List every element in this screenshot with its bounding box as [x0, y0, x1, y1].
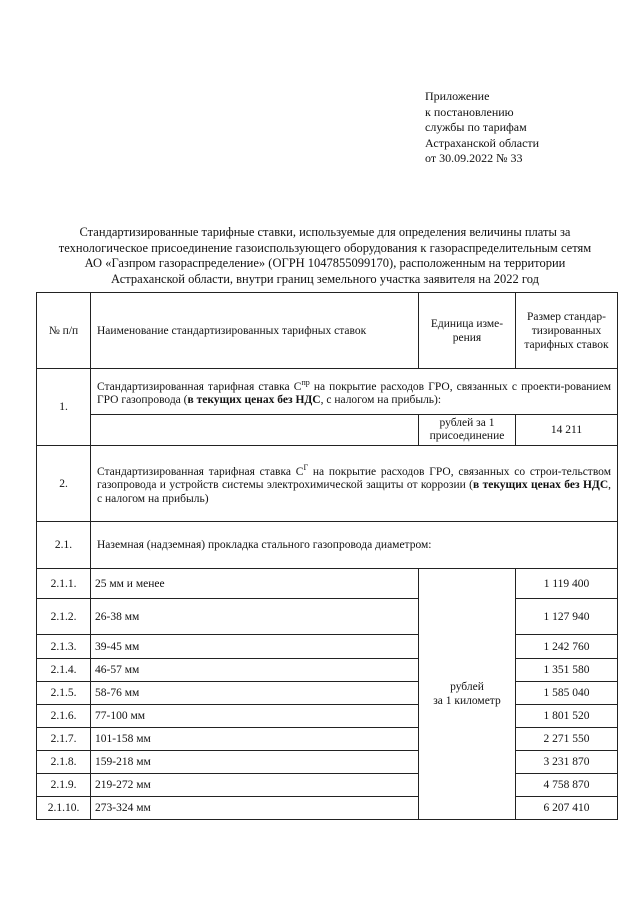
unit-line: рублей — [450, 681, 484, 693]
row-diameter: 77-100 мм — [91, 705, 419, 728]
header-num: № п/п — [37, 293, 91, 369]
table-header-row — [37, 293, 618, 369]
row-value: 2 271 550 — [516, 728, 618, 751]
row-diameter: 159-218 мм — [91, 751, 419, 774]
row-num: 2.1.4. — [37, 659, 91, 682]
table-row — [37, 415, 618, 446]
row-diameter: 25 мм и менее — [91, 569, 419, 599]
title-line: Астраханской области, внутри границ земельного участка заявителя на 2022 год — [111, 271, 539, 286]
table-row — [37, 446, 618, 522]
desc-text: Стандартизированная тарифная ставка С — [97, 380, 302, 393]
desc-bold: в текущих ценах без НДС — [187, 394, 321, 407]
row-num: 2.1.9. — [37, 774, 91, 797]
desc-text: на покрытие расходов ГРО, связанных с проекти-рованием ГРО газопровода ( — [97, 380, 611, 407]
row-value: 1 801 520 — [516, 705, 618, 728]
appendix-line: Астраханской области — [425, 135, 540, 150]
tariff-table — [36, 292, 618, 820]
row-diameter: 273-324 мм — [91, 797, 419, 820]
row-num: 2.1.7. — [37, 728, 91, 751]
desc-superscript: Г — [303, 462, 309, 472]
desc-superscript: пр — [301, 377, 310, 387]
header-unit: Единица изме-рения — [419, 293, 516, 369]
row-diameter: 58-76 мм — [91, 682, 419, 705]
unit-per-km — [419, 569, 516, 820]
row-diameter: 46-57 мм — [91, 659, 419, 682]
table-row — [37, 569, 618, 599]
row-description — [91, 446, 618, 522]
desc-text: Стандартизированная тарифная ставка С — [97, 465, 304, 478]
table-row — [37, 728, 618, 751]
row-value: 4 758 870 — [516, 774, 618, 797]
row-num: 2.1.2. — [37, 599, 91, 635]
row-num: 2.1.10. — [37, 797, 91, 820]
appendix-line: службы по тарифам — [425, 120, 527, 134]
document-title — [40, 225, 610, 287]
table-row — [37, 751, 618, 774]
row-num: 2.1.3. — [37, 635, 91, 659]
row-value: 6 207 410 — [516, 797, 618, 820]
row-value: 1 127 940 — [516, 599, 618, 635]
row-value: 1 119 400 — [516, 569, 618, 599]
table-row — [37, 659, 618, 682]
table-row — [37, 635, 618, 659]
row-num: 1. — [37, 369, 91, 446]
appendix-line: к постановлению — [425, 104, 514, 119]
row-num: 2.1.1. — [37, 569, 91, 599]
unit-line: за 1 километр — [433, 695, 501, 707]
row-value: 14 211 — [516, 415, 618, 446]
row-num: 2.1. — [37, 522, 91, 569]
title-line: технологическое присоединение газоиспользующего оборудования к газораспределительным сетям — [58, 240, 592, 255]
row-unit: рублей за 1 присоединение — [419, 415, 516, 446]
row-description: Наземная (надземная) прокладка стального газопровода диаметром: — [91, 522, 618, 569]
row-value: 1 585 040 — [516, 682, 618, 705]
table-row — [37, 599, 618, 635]
title-line: АО «Газпром газораспределение» (ОГРН 1047855099170), расположенным на территории — [84, 256, 566, 270]
row-value: 1 351 580 — [516, 659, 618, 682]
row-num: 2.1.6. — [37, 705, 91, 728]
row-diameter: 219-272 мм — [91, 774, 419, 797]
row-description — [91, 369, 618, 415]
row-num: 2. — [37, 446, 91, 522]
table-row — [37, 522, 618, 569]
header-size: Размер стандар-тизированных тарифных ставок — [516, 293, 618, 369]
table-row — [37, 682, 618, 705]
row-diameter: 26-38 мм — [91, 599, 419, 635]
table-row — [37, 705, 618, 728]
empty-cell — [91, 415, 419, 446]
desc-bold: в текущих ценах без НДС — [473, 479, 609, 492]
table-row — [37, 774, 618, 797]
table-row — [37, 797, 618, 820]
row-value: 3 231 870 — [516, 751, 618, 774]
title-line: Стандартизированные тарифные ставки, используемые для определения величины платы за — [79, 225, 571, 239]
row-diameter: 39-45 мм — [91, 635, 419, 659]
row-value: 1 242 760 — [516, 635, 618, 659]
desc-text: , с налогом на прибыль): — [320, 394, 442, 407]
desc-text: на покрытие расходов ГРО, связанных со строи-тельством газопровода и устройств системы электрохимической защиты от коррозии ( — [97, 465, 611, 492]
table-row — [37, 369, 618, 415]
row-num: 2.1.8. — [37, 751, 91, 774]
desc-text: , с налогом на прибыль) — [97, 479, 612, 506]
header-name: Наименование стандартизированных тарифных ставок — [91, 293, 419, 369]
row-num: 2.1.5. — [37, 682, 91, 705]
appendix-line: Приложение — [425, 89, 490, 103]
appendix-line: от 30.09.2022 № 33 — [425, 151, 523, 165]
row-diameter: 101-158 мм — [91, 728, 419, 751]
appendix-block — [425, 89, 539, 167]
